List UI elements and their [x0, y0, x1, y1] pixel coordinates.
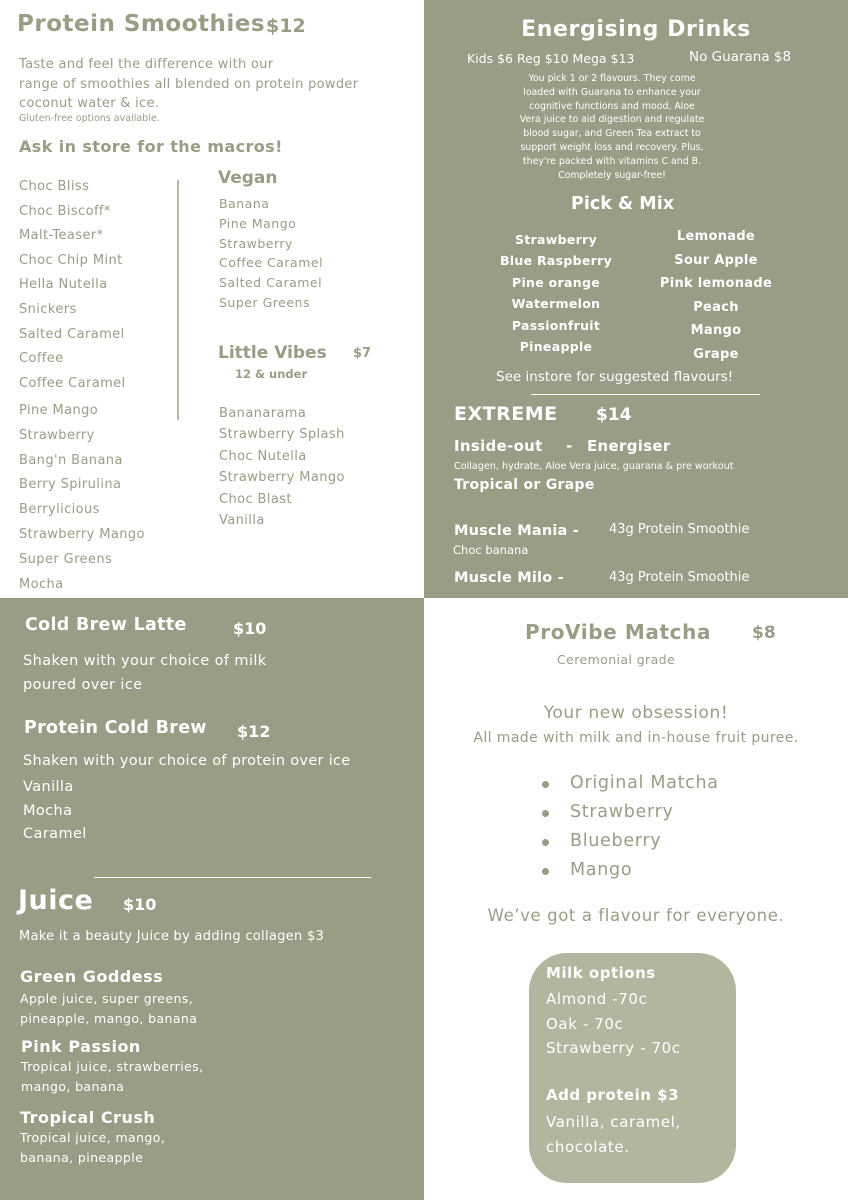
suggested-flavours-note: See instore for suggested flavours! [496, 369, 734, 385]
flavours-right [646, 225, 786, 366]
list-item: Watermelon [511, 296, 601, 312]
vegan-list [219, 194, 323, 313]
description-line: Vera juice to aid digestion and regulate [519, 114, 705, 126]
bullet [542, 868, 549, 875]
protein-cold-brew-price: $12 [237, 722, 271, 741]
smoothies-description [19, 55, 358, 114]
list-item: Choc Biscoff* [19, 203, 111, 219]
description-line: they're packed with vitamins C and B. [522, 155, 702, 167]
list-item: Vanilla [23, 779, 74, 795]
list-item: Caramel [23, 826, 87, 842]
list-item: Strawberry [219, 235, 293, 251]
column-divider [177, 180, 179, 420]
matcha-sub: Ceremonial grade [557, 652, 676, 667]
list-item: Strawberry Mango [219, 470, 345, 486]
list-item: Peach [693, 299, 739, 315]
description-line: cognitive functions and mood, Aloe [529, 100, 695, 112]
list-item: Choc Blast [219, 491, 292, 507]
list-item: Strawberry [514, 232, 598, 247]
matcha-title: ProVibe Matcha [525, 620, 712, 644]
energising-description [474, 72, 750, 182]
list-item: Passionfruit [511, 317, 601, 333]
juice-collagen-note: Make it a beauty Juice by adding collagen $3 [19, 929, 325, 944]
no-guarana-price: No Guarana $8 [689, 49, 792, 65]
list-item: Bananarama [219, 406, 307, 421]
matcha-price: $8 [752, 623, 776, 643]
list-item: Vanilla [219, 513, 265, 529]
protein-cold-brew-description: Shaken with your choice of protein over ice [23, 753, 351, 769]
vegan-title: Vegan [218, 168, 278, 188]
cold-brew-latte-description [23, 650, 267, 697]
milk-options-title: Milk options [546, 964, 656, 982]
juice-item-tropical-crush [20, 1108, 165, 1168]
list-item: Snickers [19, 301, 77, 317]
cold-brew-latte-price: $10 [233, 619, 267, 638]
description-line: Completely sugar-free! [558, 169, 666, 181]
description-line: loaded with Guarana to enhance your [523, 86, 701, 98]
choc-banana-note: Choc banana [453, 543, 529, 557]
muscle-mania-label: Muscle Mania - [454, 523, 579, 539]
smoothies-list-a [19, 175, 126, 396]
list-item: Super Greens [219, 294, 310, 310]
juice-item-green-goddess [20, 967, 197, 1029]
list-item: Coffee Caramel [219, 255, 324, 271]
list-item: Malt-Teaser* [19, 228, 104, 244]
list-item: Choc Chip Mint [19, 252, 123, 268]
cold-brew-latte-title: Cold Brew Latte [25, 615, 187, 635]
list-item: Salted Caramel [19, 326, 125, 342]
dash: - [566, 437, 573, 455]
muscle-milo-label: Muscle Milo - [454, 570, 564, 586]
juice-item-pink-passion [21, 1037, 203, 1097]
description-line: Shaken with your choice of milk [23, 653, 267, 669]
list-item: Berrylicious [19, 502, 100, 518]
description-line: poured over ice [23, 676, 143, 693]
protein-smoothies-title: Protein Smoothies [17, 11, 266, 37]
juice-title: Juice [18, 885, 94, 916]
juice-ingredients: banana, pineapple [20, 1150, 144, 1165]
milk-options-list [546, 987, 681, 1061]
list-item: Coffee [19, 351, 64, 367]
list-item: Strawberry Splash [219, 427, 345, 443]
list-item: Lemonade [676, 229, 756, 244]
list-item: Pine Mango [219, 215, 297, 231]
list-item: chocolate. [546, 1137, 630, 1156]
list-item: Almond -70c [546, 990, 648, 1008]
list-item: Super Greens [19, 551, 113, 567]
section-divider [94, 877, 371, 878]
list-item: Mango [570, 860, 633, 880]
little-vibes-sub: 12 & under [235, 367, 308, 381]
juice-price: $10 [123, 895, 157, 914]
list-item: Berry Spirulina [19, 477, 122, 493]
flavours-left [486, 229, 626, 357]
list-item: Mango [690, 323, 742, 338]
muscle-milo-description: 43g Protein Smoothie [609, 570, 750, 585]
description-line: support weight loss and recovery. Plus, [520, 141, 704, 153]
list-item: Mocha [23, 802, 73, 819]
list-item: Grape [693, 346, 739, 362]
list-item: Strawberry [19, 427, 95, 443]
extreme-price: $14 [596, 405, 632, 425]
bullet [542, 810, 549, 817]
list-item: Strawberry - 70c [546, 1039, 681, 1058]
protein-cold-brew-title: Protein Cold Brew [24, 718, 207, 738]
list-item: Hella Nutella [19, 277, 108, 293]
matcha-tagline: We’ve got a flavour for everyone. [487, 906, 785, 925]
list-item: Strawberry Mango [19, 526, 145, 542]
list-item: Choc Nutella [219, 448, 307, 464]
little-vibes-list [219, 403, 345, 531]
list-item: Original Matcha [570, 773, 719, 793]
list-item: Blue Raspberry [499, 253, 613, 269]
section-divider [531, 394, 760, 395]
macros-note: Ask in store for the macros! [19, 137, 283, 156]
list-item: Pineapple [519, 339, 593, 355]
inside-out-label: Inside-out [454, 437, 543, 455]
description-line: coconut water & ice. [19, 96, 160, 111]
add-protein-title: Add protein $3 [546, 1086, 680, 1104]
juice-ingredients: mango, banana [21, 1079, 125, 1094]
matcha-obsession: Your new obsession! [543, 703, 729, 723]
list-item: Sour Apple [674, 252, 758, 268]
little-vibes-price: $7 [353, 346, 372, 361]
list-item: Pine Mango [19, 403, 99, 418]
list-item: Mocha [19, 576, 64, 592]
juice-name: Tropical Crush [20, 1108, 156, 1127]
energiser-label: Energiser [587, 437, 671, 455]
description-line: You pick 1 or 2 flavours. They come [528, 73, 696, 84]
muscle-mania-description: 43g Protein Smoothie [609, 522, 750, 537]
tropical-or-grape: Tropical or Grape [454, 477, 595, 493]
juice-name: Green Goddess [20, 967, 164, 986]
juice-ingredients: pineapple, mango, banana [20, 1011, 198, 1026]
juice-ingredients: Apple juice, super greens, [20, 991, 194, 1006]
juice-ingredients: Tropical juice, strawberries, [21, 1059, 204, 1074]
energising-title: Energising Drinks [521, 17, 751, 42]
list-item: Bang'n Banana [19, 452, 123, 468]
juice-name: Pink Passion [21, 1037, 141, 1056]
list-item: Pink lemonade [659, 276, 773, 291]
list-item: Oak - 70c [546, 1014, 624, 1033]
list-item: Pine orange [512, 274, 600, 290]
list-item: Choc Bliss [19, 179, 90, 194]
bullet [542, 839, 549, 846]
list-item: Salted Caramel [219, 275, 323, 291]
list-item: Vanilla, caramel, [546, 1113, 681, 1131]
list-item: Banana [219, 196, 270, 211]
bullet [542, 781, 549, 788]
description-line: blood sugar, and Green Tea extract to [523, 128, 701, 140]
protein-cold-brew-flavours [23, 776, 87, 847]
protein-smoothies-price: $12 [266, 15, 306, 37]
pick-mix-title: Pick & Mix [571, 194, 674, 214]
energising-sizes: Kids $6 Reg $10 Mega $13 [467, 51, 635, 66]
list-item: Blueberry [570, 831, 662, 851]
add-protein-options [546, 1110, 681, 1159]
little-vibes-title: Little Vibes [218, 343, 327, 363]
juice-ingredients: Tropical juice, mango, [20, 1130, 166, 1145]
list-item: Coffee Caramel [19, 375, 126, 391]
matcha-made-with: All made with milk and in-house fruit puree. [473, 730, 799, 746]
list-item: Strawberry [570, 802, 674, 822]
gluten-free-note: Gluten-free options available. [19, 113, 160, 124]
inside-out-description: Collagen, hydrate, Aloe Vera juice, guarana & pre workout [454, 461, 734, 472]
description-line: range of smoothies all blended on protein powder [19, 76, 359, 92]
description-line: Taste and feel the difference with our [19, 57, 274, 72]
extreme-title: EXTREME [454, 403, 558, 425]
smoothies-list-b [19, 399, 145, 597]
